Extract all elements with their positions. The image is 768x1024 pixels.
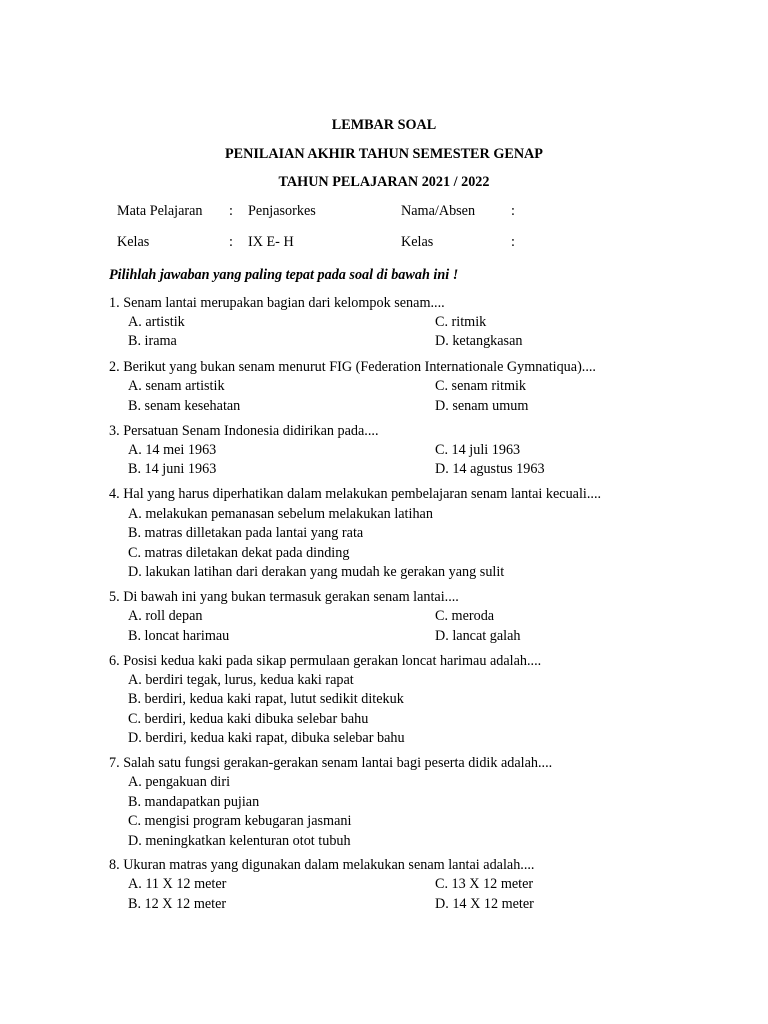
q1-option-c: C. ritmik [435, 314, 487, 330]
q8-option-b: B. 12 X 12 meter [128, 896, 227, 912]
q5-option-a: A. roll depan [128, 608, 203, 624]
q7-option-b: B. mandapatkan pujian [128, 794, 260, 810]
q6-option-b: B. berdiri, kedua kaki rapat, lutut sedikit ditekuk [128, 691, 404, 707]
class2-colon: : [511, 234, 515, 250]
class-label: Kelas [117, 234, 150, 250]
q4-option-d: D. lakukan latihan dari derakan yang mudah ke gerakan yang sulit [128, 564, 505, 580]
subject-label: Mata Pelajaran [117, 203, 203, 219]
question-3: 3. Persatuan Senam Indonesia didirikan pada.... [109, 423, 379, 439]
q4-option-b: B. matras dilletakan pada lantai yang rata [128, 525, 364, 541]
q6-option-c: C. berdiri, kedua kaki dibuka selebar bahu [128, 711, 369, 727]
q7-option-d: D. meningkatkan kelenturan otot tubuh [128, 833, 351, 849]
q4-option-a: A. melakukan pemanasan sebelum melakukan latihan [128, 506, 433, 522]
question-2: 2. Berikut yang bukan senam menurut FIG (Federation Internationale Gymnatiqua).... [109, 359, 596, 375]
class-colon: : [229, 234, 233, 250]
academic-year-title: TAHUN PELAJARAN 2021 / 2022 [278, 174, 490, 190]
q3-option-a: A. 14 mei 1963 [128, 442, 217, 458]
question-8: 8. Ukuran matras yang digunakan dalam melakukan senam lantai adalah.... [109, 857, 535, 873]
q1-option-b: B. irama [128, 333, 177, 349]
q2-option-a: A. senam artistik [128, 378, 225, 394]
q3-option-c: C. 14 juli 1963 [435, 442, 521, 458]
q1-option-a: A. artistik [128, 314, 185, 330]
q5-option-c: C. meroda [435, 608, 495, 624]
class2-label: Kelas [401, 234, 434, 250]
q6-option-d: D. berdiri, kedua kaki rapat, dibuka selebar bahu [128, 730, 405, 746]
subject-value: Penjasorkes [248, 203, 316, 219]
q5-option-d: D. lancat galah [435, 628, 521, 644]
q2-option-b: B. senam kesehatan [128, 398, 241, 414]
q8-option-d: D. 14 X 12 meter [435, 896, 534, 912]
name-label: Nama/Absen [401, 203, 476, 219]
q5-option-b: B. loncat harimau [128, 628, 230, 644]
q2-option-c: C. senam ritmik [435, 378, 527, 394]
q7-option-c: C. mengisi program kebugaran jasmani [128, 813, 352, 829]
q6-option-a: A. berdiri tegak, lurus, kedua kaki rapat [128, 672, 354, 688]
subject-colon: : [229, 203, 233, 219]
question-6: 6. Posisi kedua kaki pada sikap permulaan gerakan loncat harimau adalah.... [109, 653, 542, 669]
question-4: 4. Hal yang harus diperhatikan dalam melakukan pembelajaran senam lantai kecuali.... [109, 486, 602, 502]
sheet-title: LEMBAR SOAL [331, 117, 437, 133]
question-5: 5. Di bawah ini yang bukan termasuk gerakan senam lantai.... [109, 589, 459, 605]
question-1: 1. Senam lantai merupakan bagian dari kelompok senam.... [109, 295, 445, 311]
instruction-text: Pilihlah jawaban yang paling tepat pada soal di bawah ini ! [109, 267, 459, 283]
q3-option-b: B. 14 juni 1963 [128, 461, 217, 477]
question-7: 7. Salah satu fungsi gerakan-gerakan senam lantai bagi peserta didik adalah.... [109, 755, 553, 771]
q1-option-d: D. ketangkasan [435, 333, 523, 349]
q4-option-c: C. matras diletakan dekat pada dinding [128, 545, 350, 561]
q3-option-d: D. 14 agustus 1963 [435, 461, 545, 477]
name-colon: : [511, 203, 515, 219]
q7-option-a: A. pengakuan diri [128, 774, 231, 790]
exam-title: PENILAIAN AKHIR TAHUN SEMESTER GENAP [225, 146, 543, 162]
q2-option-d: D. senam umum [435, 398, 529, 414]
q8-option-a: A. 11 X 12 meter [128, 876, 227, 892]
q8-option-c: C. 13 X 12 meter [435, 876, 534, 892]
class-value: IX E- H [248, 234, 294, 250]
